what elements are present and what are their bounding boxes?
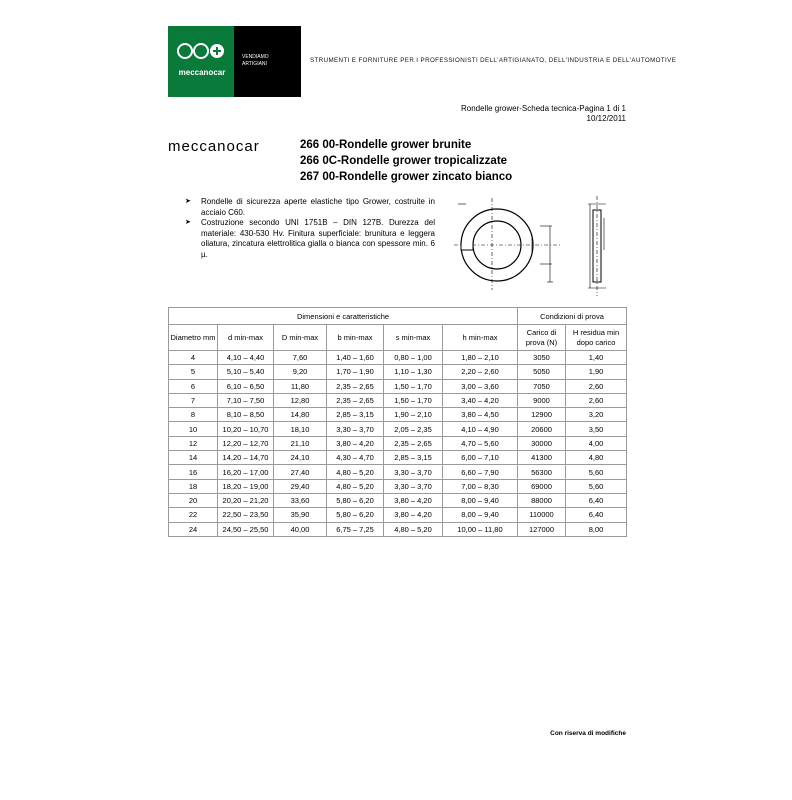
table-cell: 2,85 – 3,15 bbox=[327, 408, 384, 422]
table-cell: 4,30 – 4,70 bbox=[327, 451, 384, 465]
table-row bbox=[169, 451, 627, 465]
table-cell: 2,60 bbox=[566, 393, 627, 407]
table-cell: 5050 bbox=[518, 365, 566, 379]
table-cell: 16,20 – 17,00 bbox=[218, 465, 274, 479]
bullet-text: Rondelle di sicurezza aperte elastiche tipo Grower, costruite in acciaio C60. bbox=[201, 197, 435, 217]
table-row bbox=[169, 422, 627, 436]
table-cell: 8,00 – 9,40 bbox=[443, 493, 518, 507]
table-cell: 4,10 – 4,40 bbox=[218, 351, 274, 365]
table-cell: 3,80 – 4,20 bbox=[327, 436, 384, 450]
table-row bbox=[169, 393, 627, 407]
spec-table bbox=[168, 307, 627, 537]
logo-tagline: VENDIAMO ARTIGIANI bbox=[242, 54, 269, 67]
product-title-2: 266 0C-Rondelle grower tropicalizzate bbox=[300, 155, 508, 167]
table-cell: 5,60 bbox=[566, 479, 627, 493]
table-cell: 27,40 bbox=[274, 465, 327, 479]
table-row bbox=[169, 365, 627, 379]
table-cell: 16 bbox=[169, 465, 218, 479]
table-cell: 18,10 bbox=[274, 422, 327, 436]
table-cell: 14 bbox=[169, 451, 218, 465]
table-cell: 10 bbox=[169, 422, 218, 436]
table-cell: 8,00 – 9,40 bbox=[443, 508, 518, 522]
product-title-1: 266 00-Rondelle grower brunite bbox=[300, 139, 472, 151]
table-row bbox=[169, 479, 627, 493]
table-row bbox=[169, 408, 627, 422]
table-header-row bbox=[169, 325, 627, 351]
column-header: d min-max bbox=[218, 325, 274, 351]
table-cell: 110000 bbox=[518, 508, 566, 522]
table-cell: 3,30 – 3,70 bbox=[327, 422, 384, 436]
table-cell: 2,35 – 2,65 bbox=[327, 393, 384, 407]
table-cell: 4,00 bbox=[566, 436, 627, 450]
table-cell: 1,90 bbox=[566, 365, 627, 379]
table-cell: 1,10 – 1,30 bbox=[384, 365, 443, 379]
table-cell: 18,20 – 19,00 bbox=[218, 479, 274, 493]
table-cell: 7,60 bbox=[274, 351, 327, 365]
table-cell: 6,40 bbox=[566, 508, 627, 522]
logo-circles-icon bbox=[177, 43, 225, 63]
table-cell: 6,10 – 6,50 bbox=[218, 379, 274, 393]
table-cell: 22,50 – 23,50 bbox=[218, 508, 274, 522]
table-cell: 2,05 – 2,35 bbox=[384, 422, 443, 436]
table-cell: 3050 bbox=[518, 351, 566, 365]
column-header: s min-max bbox=[384, 325, 443, 351]
table-cell: 3,40 – 4,20 bbox=[443, 393, 518, 407]
table-cell: 7,10 – 7,50 bbox=[218, 393, 274, 407]
table-cell: 1,80 – 2,10 bbox=[443, 351, 518, 365]
table-cell: 41300 bbox=[518, 451, 566, 465]
page-label: Rondelle grower-Scheda tecnica-Pagina 1 di 1 bbox=[461, 104, 626, 113]
table-cell: 7050 bbox=[518, 379, 566, 393]
table-cell: 6,00 – 7,10 bbox=[443, 451, 518, 465]
table-cell: 1,40 bbox=[566, 351, 627, 365]
description-bullet bbox=[185, 197, 435, 218]
arrow-bullet-icon: ➤ bbox=[185, 219, 191, 226]
table-cell: 3,80 – 4,20 bbox=[384, 493, 443, 507]
header-tagline: STRUMENTI E FORNITURE PER I PROFESSIONISTI DELL'ARTIGIANATO, DELL'INDUSTRIA E DELL'AUTOMOTIVE bbox=[310, 57, 677, 64]
table-cell: 5,80 – 6,20 bbox=[327, 493, 384, 507]
table-cell: 8 bbox=[169, 408, 218, 422]
table-cell: 5,10 – 5,40 bbox=[218, 365, 274, 379]
table-cell: 0,80 – 1,00 bbox=[384, 351, 443, 365]
column-header: D min-max bbox=[274, 325, 327, 351]
table-cell: 3,80 – 4,50 bbox=[443, 408, 518, 422]
table-cell: 12,80 bbox=[274, 393, 327, 407]
bullet-text: Costruzione secondo UNI 1751B – DIN 127B. Durezza del materiale: 430-530 Hv. Finitura superficiale: brunitura e leggera oliatura, zincatura elettrolitica gialla o bianca con spessore min. 6 µ. bbox=[201, 218, 435, 259]
table-cell: 2,35 – 2,65 bbox=[384, 436, 443, 450]
table-cell: 3,20 bbox=[566, 408, 627, 422]
table-cell: 2,35 – 2,65 bbox=[327, 379, 384, 393]
table-cell: 6 bbox=[169, 379, 218, 393]
table-cell: 20,20 – 21,20 bbox=[218, 493, 274, 507]
table-cell: 3,30 – 3,70 bbox=[384, 479, 443, 493]
table-cell: 4,80 – 5,20 bbox=[384, 522, 443, 536]
table-cell: 20 bbox=[169, 493, 218, 507]
table-cell: 14,20 – 14,70 bbox=[218, 451, 274, 465]
table-cell: 18 bbox=[169, 479, 218, 493]
arrow-bullet-icon: ➤ bbox=[185, 198, 191, 205]
table-cell: 69000 bbox=[518, 479, 566, 493]
table-row bbox=[169, 508, 627, 522]
logo-black-panel bbox=[234, 26, 301, 97]
table-cell: 7,00 – 8,30 bbox=[443, 479, 518, 493]
table-cell: 8,10 – 8,50 bbox=[218, 408, 274, 422]
table-cell: 2,20 – 2,60 bbox=[443, 365, 518, 379]
table-cell: 21,10 bbox=[274, 436, 327, 450]
table-cell: 1,50 – 1,70 bbox=[384, 393, 443, 407]
table-cell: 10,20 – 10,70 bbox=[218, 422, 274, 436]
table-row bbox=[169, 379, 627, 393]
table-cell: 2,85 – 3,15 bbox=[384, 451, 443, 465]
table-cell: 3,80 – 4,20 bbox=[384, 508, 443, 522]
description bbox=[185, 197, 435, 260]
table-cell: 20600 bbox=[518, 422, 566, 436]
table-cell: 24 bbox=[169, 522, 218, 536]
table-cell: 8,00 bbox=[566, 522, 627, 536]
table-row bbox=[169, 465, 627, 479]
table-cell: 6,60 – 7,90 bbox=[443, 465, 518, 479]
table-cell: 127000 bbox=[518, 522, 566, 536]
table-cell: 5,80 – 6,20 bbox=[327, 508, 384, 522]
table-cell: 14,80 bbox=[274, 408, 327, 422]
logo-green-panel bbox=[168, 26, 234, 97]
footer-note: Con riserva di modifiche bbox=[550, 730, 626, 737]
washer-drawing bbox=[452, 190, 622, 300]
table-cell: 4,80 bbox=[566, 451, 627, 465]
table-cell: 4,80 – 5,20 bbox=[327, 479, 384, 493]
table-cell: 4,10 – 4,90 bbox=[443, 422, 518, 436]
table-cell: 33,60 bbox=[274, 493, 327, 507]
table-cell: 40,00 bbox=[274, 522, 327, 536]
table-cell: 56300 bbox=[518, 465, 566, 479]
table-cell: 88000 bbox=[518, 493, 566, 507]
table-cell: 12900 bbox=[518, 408, 566, 422]
table-group-header-row bbox=[169, 308, 627, 325]
table-cell: 1,40 – 1,60 bbox=[327, 351, 384, 365]
table-cell: 2,60 bbox=[566, 379, 627, 393]
table-row bbox=[169, 493, 627, 507]
product-title-3: 267 00-Rondelle grower zincato bianco bbox=[300, 171, 513, 183]
table-cell: 6,75 – 7,25 bbox=[327, 522, 384, 536]
description-bullet bbox=[185, 218, 435, 260]
group-header-test: Condizioni di prova bbox=[518, 308, 627, 325]
logo bbox=[168, 26, 301, 97]
page-info bbox=[461, 104, 626, 124]
table-row bbox=[169, 351, 627, 365]
table-cell: 1,50 – 1,70 bbox=[384, 379, 443, 393]
table-cell: 12,20 – 12,70 bbox=[218, 436, 274, 450]
table-cell: 4,80 – 5,20 bbox=[327, 465, 384, 479]
table-row bbox=[169, 522, 627, 536]
table-cell: 35,90 bbox=[274, 508, 327, 522]
column-header: H residua min dopo carico bbox=[566, 325, 627, 351]
table-cell: 11,80 bbox=[274, 379, 327, 393]
table-cell: 9000 bbox=[518, 393, 566, 407]
table-row bbox=[169, 436, 627, 450]
table-cell: 7 bbox=[169, 393, 218, 407]
column-header: Diametro mm bbox=[169, 325, 218, 351]
column-header: b min-max bbox=[327, 325, 384, 351]
table-cell: 29,40 bbox=[274, 479, 327, 493]
logo-wordmark: meccanocar bbox=[178, 68, 226, 77]
table-cell: 30000 bbox=[518, 436, 566, 450]
table-cell: 4 bbox=[169, 351, 218, 365]
brand-name: meccanocar bbox=[168, 138, 260, 155]
table-cell: 3,30 – 3,70 bbox=[384, 465, 443, 479]
table-cell: 1,90 – 2,10 bbox=[384, 408, 443, 422]
table-cell: 6,40 bbox=[566, 493, 627, 507]
table-cell: 5,60 bbox=[566, 465, 627, 479]
table-cell: 22 bbox=[169, 508, 218, 522]
table-cell: 3,50 bbox=[566, 422, 627, 436]
group-header-dimensions: Dimensioni e caratteristiche bbox=[169, 308, 518, 325]
column-header: h min-max bbox=[443, 325, 518, 351]
table-cell: 5 bbox=[169, 365, 218, 379]
table-cell: 4,70 – 5,60 bbox=[443, 436, 518, 450]
column-header: Carico di prova (N) bbox=[518, 325, 566, 351]
table-cell: 24,10 bbox=[274, 451, 327, 465]
table-cell: 12 bbox=[169, 436, 218, 450]
table-cell: 1,70 – 1,90 bbox=[327, 365, 384, 379]
table-cell: 3,00 – 3,60 bbox=[443, 379, 518, 393]
table-cell: 24,50 – 25,50 bbox=[218, 522, 274, 536]
table-cell: 10,00 – 11,80 bbox=[443, 522, 518, 536]
table-cell: 9,20 bbox=[274, 365, 327, 379]
page-date: 10/12/2011 bbox=[586, 114, 626, 123]
